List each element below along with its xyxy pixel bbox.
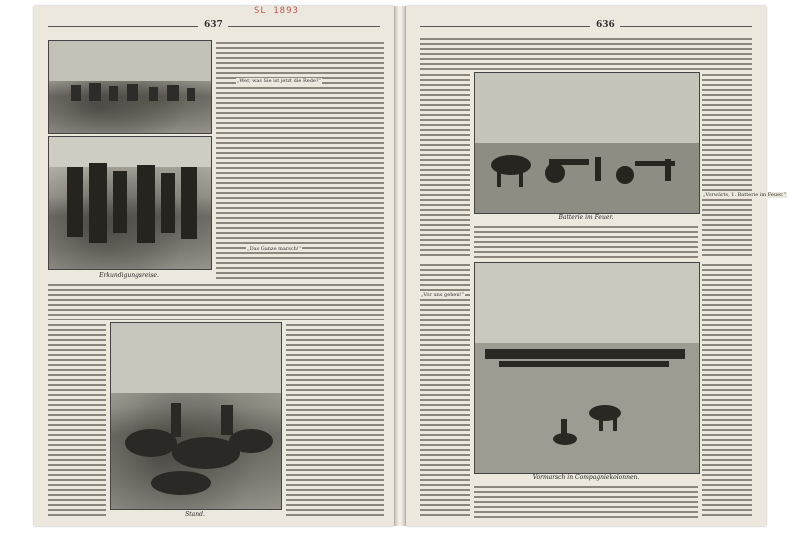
left-page — [34, 6, 394, 526]
text-column-right-narrow — [702, 72, 787, 258]
text-column-lower-right — [286, 322, 384, 518]
right-page-header — [420, 20, 752, 32]
photo-advance-in-columns — [474, 262, 700, 474]
caption-top-photo: Batterie im Feuer. — [558, 214, 614, 221]
caption-bottom-photo: Stand. — [185, 511, 205, 518]
text-band-middle — [474, 224, 698, 258]
page-number: 636 — [596, 20, 615, 30]
photo-battery-firing — [474, 72, 700, 214]
inline-quote: „Wer, was Sie ist jetzt die Rede?“ — [237, 78, 322, 84]
header-rule — [48, 26, 198, 27]
photo-scene — [475, 73, 699, 213]
left-page-header — [48, 20, 380, 32]
inline-quote: „Vor uns gehen!“ — [421, 292, 465, 298]
photo-scene — [49, 41, 211, 133]
text-column-upper-right — [216, 40, 384, 282]
text-band-bottom — [474, 484, 698, 518]
text-column-lower-left — [48, 322, 106, 518]
caption-middle-photo: Erkundigungsreise. — [99, 272, 159, 279]
text-band-top — [420, 36, 752, 70]
text-column-lower-left — [420, 262, 470, 518]
photo-scene — [475, 263, 699, 473]
inline-quote: „Vorwärts, 1. Batterie im Feuer.“ — [703, 192, 787, 198]
caption-bottom-photo: Vormarsch in Compagniekolonnen. — [532, 474, 640, 481]
header-rule — [620, 26, 752, 27]
photo-cavalry-riders — [48, 40, 212, 134]
photo-scene — [49, 137, 211, 269]
inline-quote: „Das Ganze marsch!“ — [247, 246, 302, 252]
page-number: 637 — [204, 20, 223, 30]
header-rule — [420, 26, 590, 27]
right-page — [406, 6, 787, 526]
photo-officers-group — [48, 136, 212, 270]
photo-troops-at-rest — [110, 322, 282, 510]
header-rule — [228, 26, 380, 27]
text-column-left-narrow — [420, 72, 470, 258]
text-column-lower-right — [702, 262, 752, 518]
text-band-middle — [48, 282, 384, 320]
photo-scene — [111, 323, 281, 509]
archive-stamp: SL 1893 — [254, 6, 299, 16]
book-gutter — [394, 6, 406, 526]
